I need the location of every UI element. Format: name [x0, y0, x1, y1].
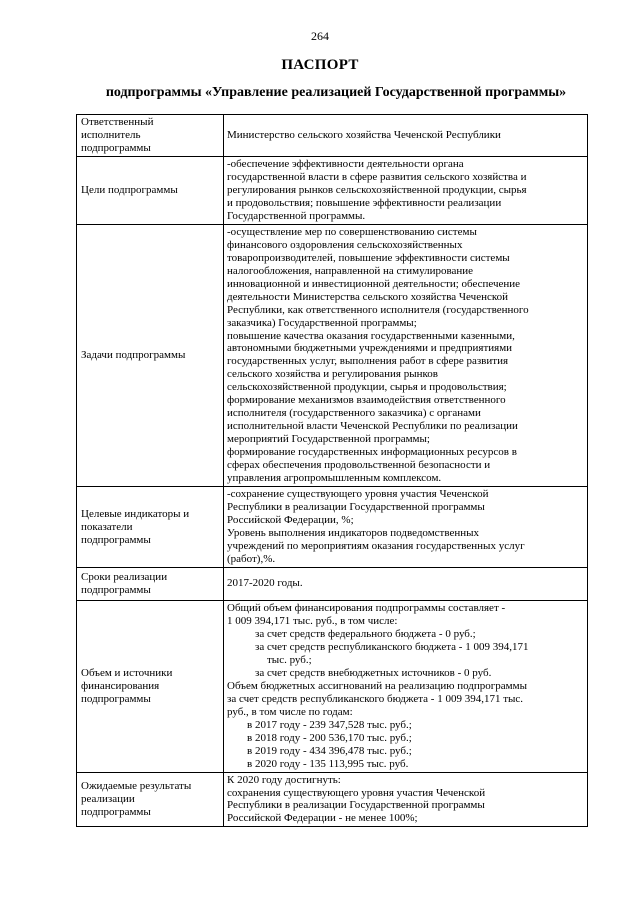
document-subtitle: подпрограммы «Управление реализацией Государственной программы» [105, 85, 567, 100]
document-title: ПАСПОРТ [281, 57, 359, 73]
row-value-line: мероприятий Государственной программы; [227, 433, 430, 446]
table-row [77, 115, 588, 157]
row-label [77, 156, 224, 224]
row-value-line: в 2020 году - 135 113,995 тыс. руб. [247, 757, 409, 770]
row-value-line: Российской Федерации, %; [227, 514, 354, 527]
row-label-line: подпрограммы [81, 141, 151, 154]
row-value-line: автономными бюджетными учреждениями и предприятиями [227, 342, 513, 355]
row-value-line: деятельности Министерства сельского хозяйства Чеченской [227, 290, 509, 303]
row-label-line: показатели [81, 520, 133, 533]
row-value-line: за счет средств республиканского бюджета - 1 009 394,171 [255, 640, 529, 653]
row-value-line: формирование механизмов взаимодействия ответственного [227, 394, 506, 407]
row-label [77, 567, 224, 600]
page-number: 264 [311, 29, 329, 43]
row-label [77, 115, 224, 157]
row-label-line: Цели подпрограммы [81, 183, 178, 196]
row-value-line: за счет средств федерального бюджета - 0 руб.; [255, 627, 476, 640]
row-value [224, 487, 588, 568]
row-value-line: регулирования рынков сельскохозяйственной продукции, сырья [227, 183, 527, 196]
row-value-line: финансового оздоровления сельскохозяйственных [227, 238, 463, 251]
row-value-line: Республики в реализации Государственной программы [227, 799, 485, 812]
row-value-line: 1 009 394,171 тыс. руб., в том числе: [227, 614, 398, 627]
row-value-line: К 2020 году достигнуть: [227, 773, 341, 786]
row-value [224, 772, 588, 827]
table-row [77, 567, 588, 600]
row-value-line: Уровень выполнения индикаторов подведомственных [227, 527, 480, 540]
row-value-line: в 2018 году - 200 536,170 тыс. руб.; [247, 731, 412, 744]
row-value-line: налогообложения, направленной на стимулирование [227, 264, 474, 277]
row-value-line: Республики в реализации Государственной программы [227, 501, 485, 514]
row-label-line: подпрограммы [81, 583, 151, 596]
row-value-line: сферах обеспечения продовольственной безопасности и [227, 459, 491, 472]
row-value-line: Объем бюджетных ассигнований на реализацию подпрограммы [227, 679, 527, 692]
row-value-line: заказчика) Государственной программы; [227, 316, 417, 329]
row-value-line: -сохранение существующего уровня участия Чеченской [227, 488, 489, 501]
row-value-line: 2017-2020 годы. [227, 577, 303, 590]
row-label-line: подпрограммы [81, 692, 151, 705]
passport-table [76, 114, 588, 827]
row-value-line: сельского хозяйства и регулирования рынков [227, 368, 438, 381]
row-value-line: учреждений по мероприятиям оказания государственных услуг [227, 540, 525, 552]
row-value-line: Министерство сельского хозяйства Чеченской Республики [227, 129, 501, 142]
row-label [77, 487, 224, 568]
row-value [224, 156, 588, 224]
row-label-line: подпрограммы [81, 805, 151, 818]
row-label-line: Задачи подпрограммы [81, 348, 186, 361]
row-value-line: управления агропромышленным комплексом. [227, 472, 442, 485]
row-label [77, 772, 224, 827]
row-value-line: за счет средств республиканского бюджета - 1 009 394,171 тыс. [227, 692, 524, 705]
row-label [77, 600, 224, 772]
table-row [77, 224, 588, 486]
row-label [77, 224, 224, 486]
row-label-line: исполнитель [81, 128, 141, 141]
table-row [77, 600, 588, 772]
row-value-line: исполнителя (государственного заказчика) с органами [227, 407, 481, 420]
row-value-line: в 2017 году - 239 347,528 тыс. руб.; [247, 718, 412, 731]
row-label-line: Объем и источники [81, 666, 173, 679]
row-value-line: повышение качества оказания государственными казенными, [227, 329, 515, 342]
row-value-line: за счет средств внебюджетных источников - 0 руб. [255, 666, 492, 679]
row-value-line: Республики, как ответственного исполнителя (государственного [227, 303, 529, 316]
row-value-line: сохранения существующего уровня участия Чеченской [227, 786, 486, 799]
row-value-line: руб., в том числе по годам: [227, 705, 353, 718]
row-value-line: в 2019 году - 434 396,478 тыс. руб.; [247, 744, 412, 757]
table-row [77, 156, 588, 224]
row-value-line: государственных услуг, выполнения работ в сфере развития [227, 355, 509, 368]
row-value-line: (работ),%. [227, 552, 276, 565]
row-value [224, 224, 588, 486]
row-value-line: Общий объем финансирования подпрограммы составляет - [227, 601, 506, 614]
row-value-line: Государственной программы. [227, 209, 366, 222]
row-value-line: -осуществление мер по совершенствованию системы [227, 225, 477, 238]
table-row [77, 772, 588, 827]
row-value-line: формирование государственных информационных ресурсов в [227, 446, 517, 459]
row-label-line: реализации [81, 792, 135, 805]
row-value-line: сельскохозяйственной продукции, сырья и продовольствия; [227, 381, 507, 394]
table-row [77, 487, 588, 568]
row-label-line: подпрограммы [81, 533, 151, 546]
row-value-line: государственной власти в сфере развития сельского хозяйства и [227, 170, 527, 183]
row-label-line: Ответственный [81, 116, 154, 128]
row-label-line: Сроки реализации [81, 570, 168, 583]
row-value-line: инновационной и инвестиционной деятельности; обеспечение [227, 277, 521, 290]
row-label-line: Ожидаемые результаты [81, 780, 192, 793]
row-value-line: Российской Федерации - не менее 100%; [227, 812, 418, 825]
row-value [224, 600, 588, 772]
row-value-line: исполнительной власти Чеченской Республики по реализации [227, 420, 518, 433]
row-label-line: Целевые индикаторы и [81, 507, 190, 520]
row-value-line: и продовольствия; повышение эффективности реализации [227, 196, 502, 209]
row-value-line: товаропроизводителей, повышение эффективности системы [227, 251, 510, 264]
row-label-line: финансирования [81, 679, 160, 692]
row-value [224, 567, 588, 600]
row-value-line: тыс. руб.; [267, 653, 312, 666]
row-value-line: -обеспечение эффективности деятельности органа [227, 157, 464, 170]
row-value [224, 115, 588, 157]
